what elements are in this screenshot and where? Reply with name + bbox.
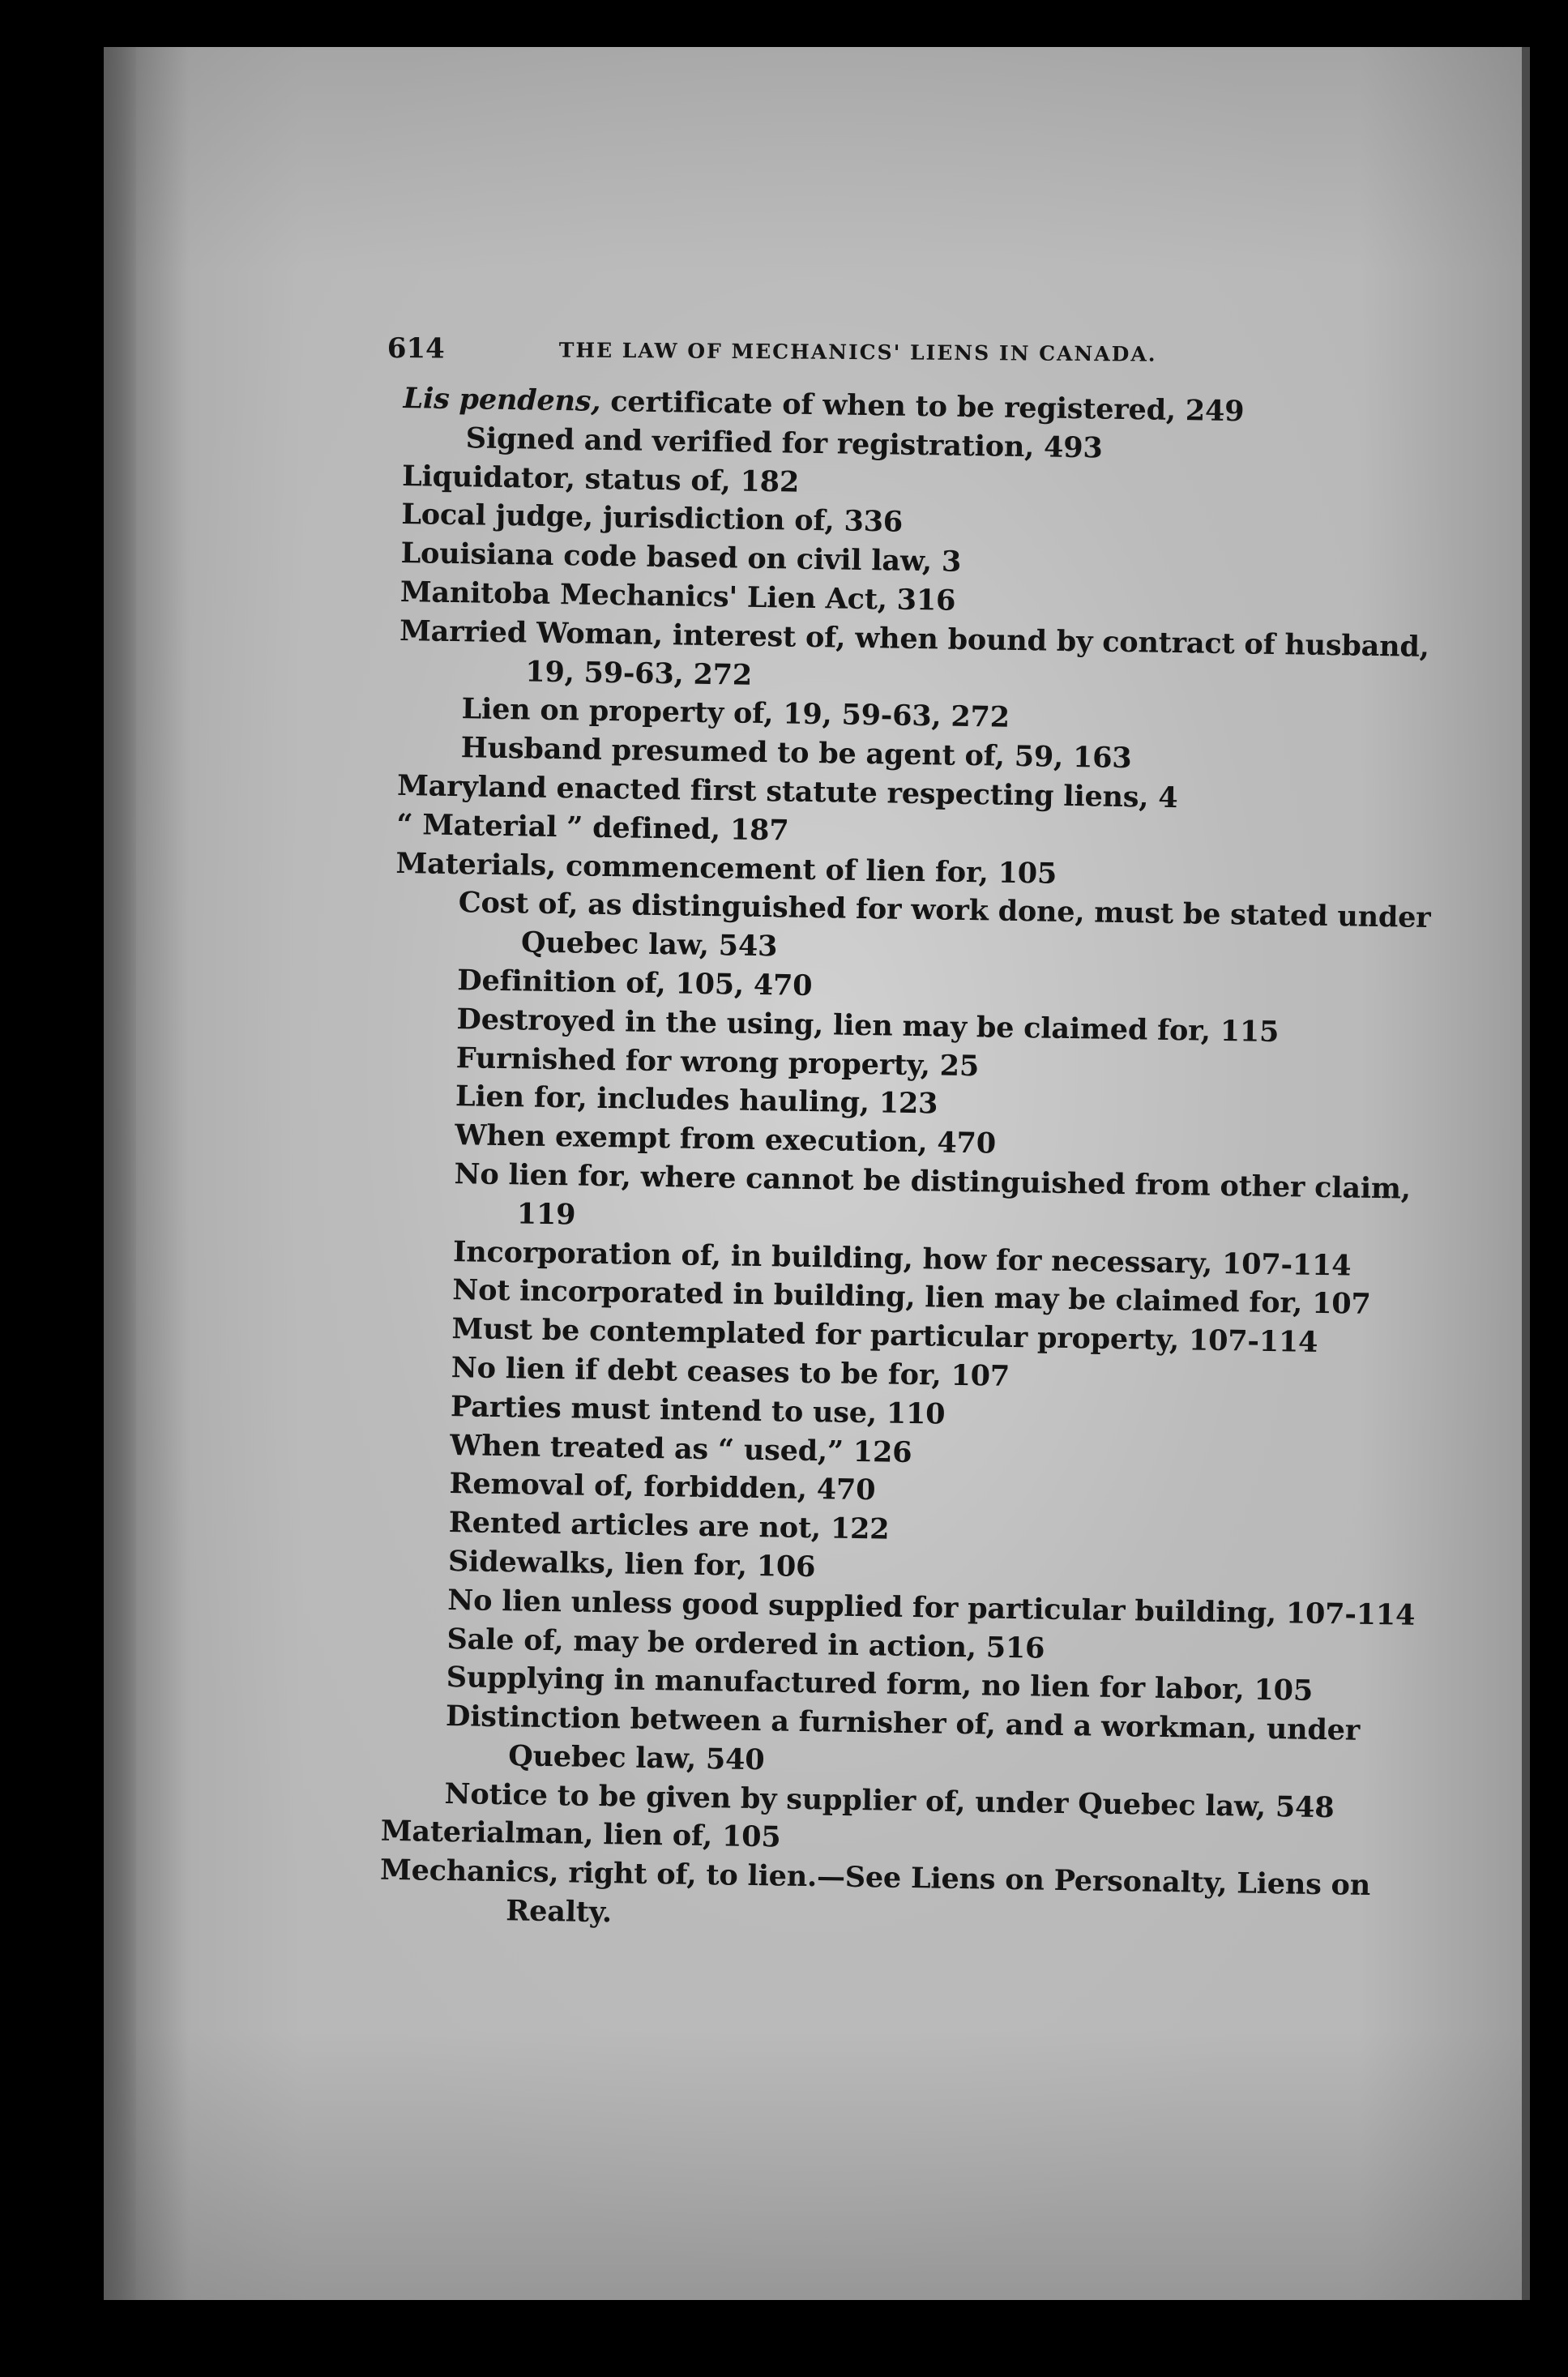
- index-subentry: Incorporation of, in building, how for necessary, 107-114: [452, 1234, 1352, 1283]
- index-entry: Liquidator, status of, 182: [401, 459, 800, 499]
- index-entry: Manitoba Mechanics' Lien Act, 316: [399, 575, 956, 618]
- index-subentry: No lien for, where cannot be distinguished from other claim,: [454, 1157, 1412, 1206]
- index-entry: Materialman, lien of, 105: [380, 1815, 781, 1855]
- page-header: [387, 326, 1441, 382]
- index-subentry: Must be contemplated for particular property, 107-114: [451, 1312, 1318, 1359]
- index-subentry: Supplying in manufactured form, no lien for labor, 105: [446, 1661, 1314, 1708]
- index-subentry: No lien if debt ceases to be for, 107: [451, 1350, 1010, 1393]
- index-entry: Maryland enacted first statute respecting liens, 4: [396, 768, 1178, 815]
- index-entry: Local judge, jurisdiction of, 336: [401, 498, 904, 540]
- index-subentry: Furnished for wrong property, 25: [455, 1041, 980, 1083]
- scanned-page: [104, 47, 1530, 2300]
- index-subentry: Sidewalks, lien for, 106: [447, 1544, 816, 1584]
- index-subentry: Rented articles are not, 122: [448, 1506, 890, 1546]
- index-entry-continuation: Quebec law, 540: [508, 1739, 765, 1777]
- index-subentry: Cost of, as distinguished for work done, must be stated under: [458, 886, 1431, 935]
- index-entry: Mechanics, right of, to lien.—See Liens on Personalty, Liens on: [379, 1853, 1371, 1903]
- entry-text: certificate of when to be registered, 249: [600, 384, 1245, 429]
- index-subentry: No lien unless good supplied for particular building, 107-114: [447, 1583, 1416, 1632]
- index-subentry: Lien on property of, 19, 59-63, 272: [461, 692, 1010, 735]
- index-subentry: Sale of, may be ordered in action, 516: [446, 1622, 1045, 1665]
- running-head: THE LAW OF MECHANICS' LIENS IN CANADA.: [558, 338, 1157, 366]
- page-right-edge: [1522, 47, 1530, 2300]
- index-subentry: Parties must intend to use, 110: [450, 1389, 946, 1431]
- index-subentry: Destroyed in the using, lien may be claimed for, 115: [456, 1002, 1280, 1049]
- entry-italic-term: Lis pendens,: [403, 381, 601, 418]
- index-subentry: Notice to be given by supplier of, under Quebec law, 548: [444, 1776, 1335, 1824]
- index-subentry: Signed and verified for registration, 493: [465, 421, 1103, 465]
- index-subentry: When exempt from execution, 470: [455, 1118, 997, 1161]
- index-entry-continuation: Quebec law, 543: [520, 926, 778, 964]
- page-number: 614: [387, 331, 445, 366]
- index-subentry: Lien for, includes hauling, 123: [455, 1079, 938, 1121]
- index-entries: [379, 379, 1431, 1944]
- index-entry: Materials, commencement of lien for, 105: [395, 846, 1057, 891]
- index-entry: Louisiana code based on civil law, 3: [400, 537, 962, 579]
- index-entry-continuation: Realty.: [506, 1894, 613, 1930]
- index-subentry: When treated as “ used,” 126: [450, 1428, 912, 1469]
- index-entry: Married Woman, interest of, when bound by contract of husband,: [399, 613, 1430, 664]
- index-subentry: Definition of, 105, 470: [457, 964, 813, 1003]
- index-entry-continuation: 119: [516, 1197, 576, 1232]
- page-gutter-shadow: [104, 47, 136, 2300]
- index-entry: “ Material ” defined, 187: [396, 807, 789, 848]
- index-entry-continuation: 19, 59-63, 272: [525, 654, 753, 692]
- index-subentry: Husband presumed to be agent of, 59, 163: [460, 731, 1132, 776]
- index-subentry: Distinction between a furnisher of, and a workman, under: [445, 1699, 1361, 1747]
- index-subentry: Not incorporated in building, lien may be claimed for, 107: [452, 1273, 1371, 1322]
- index-subentry: Removal of, forbidden, 470: [449, 1467, 876, 1507]
